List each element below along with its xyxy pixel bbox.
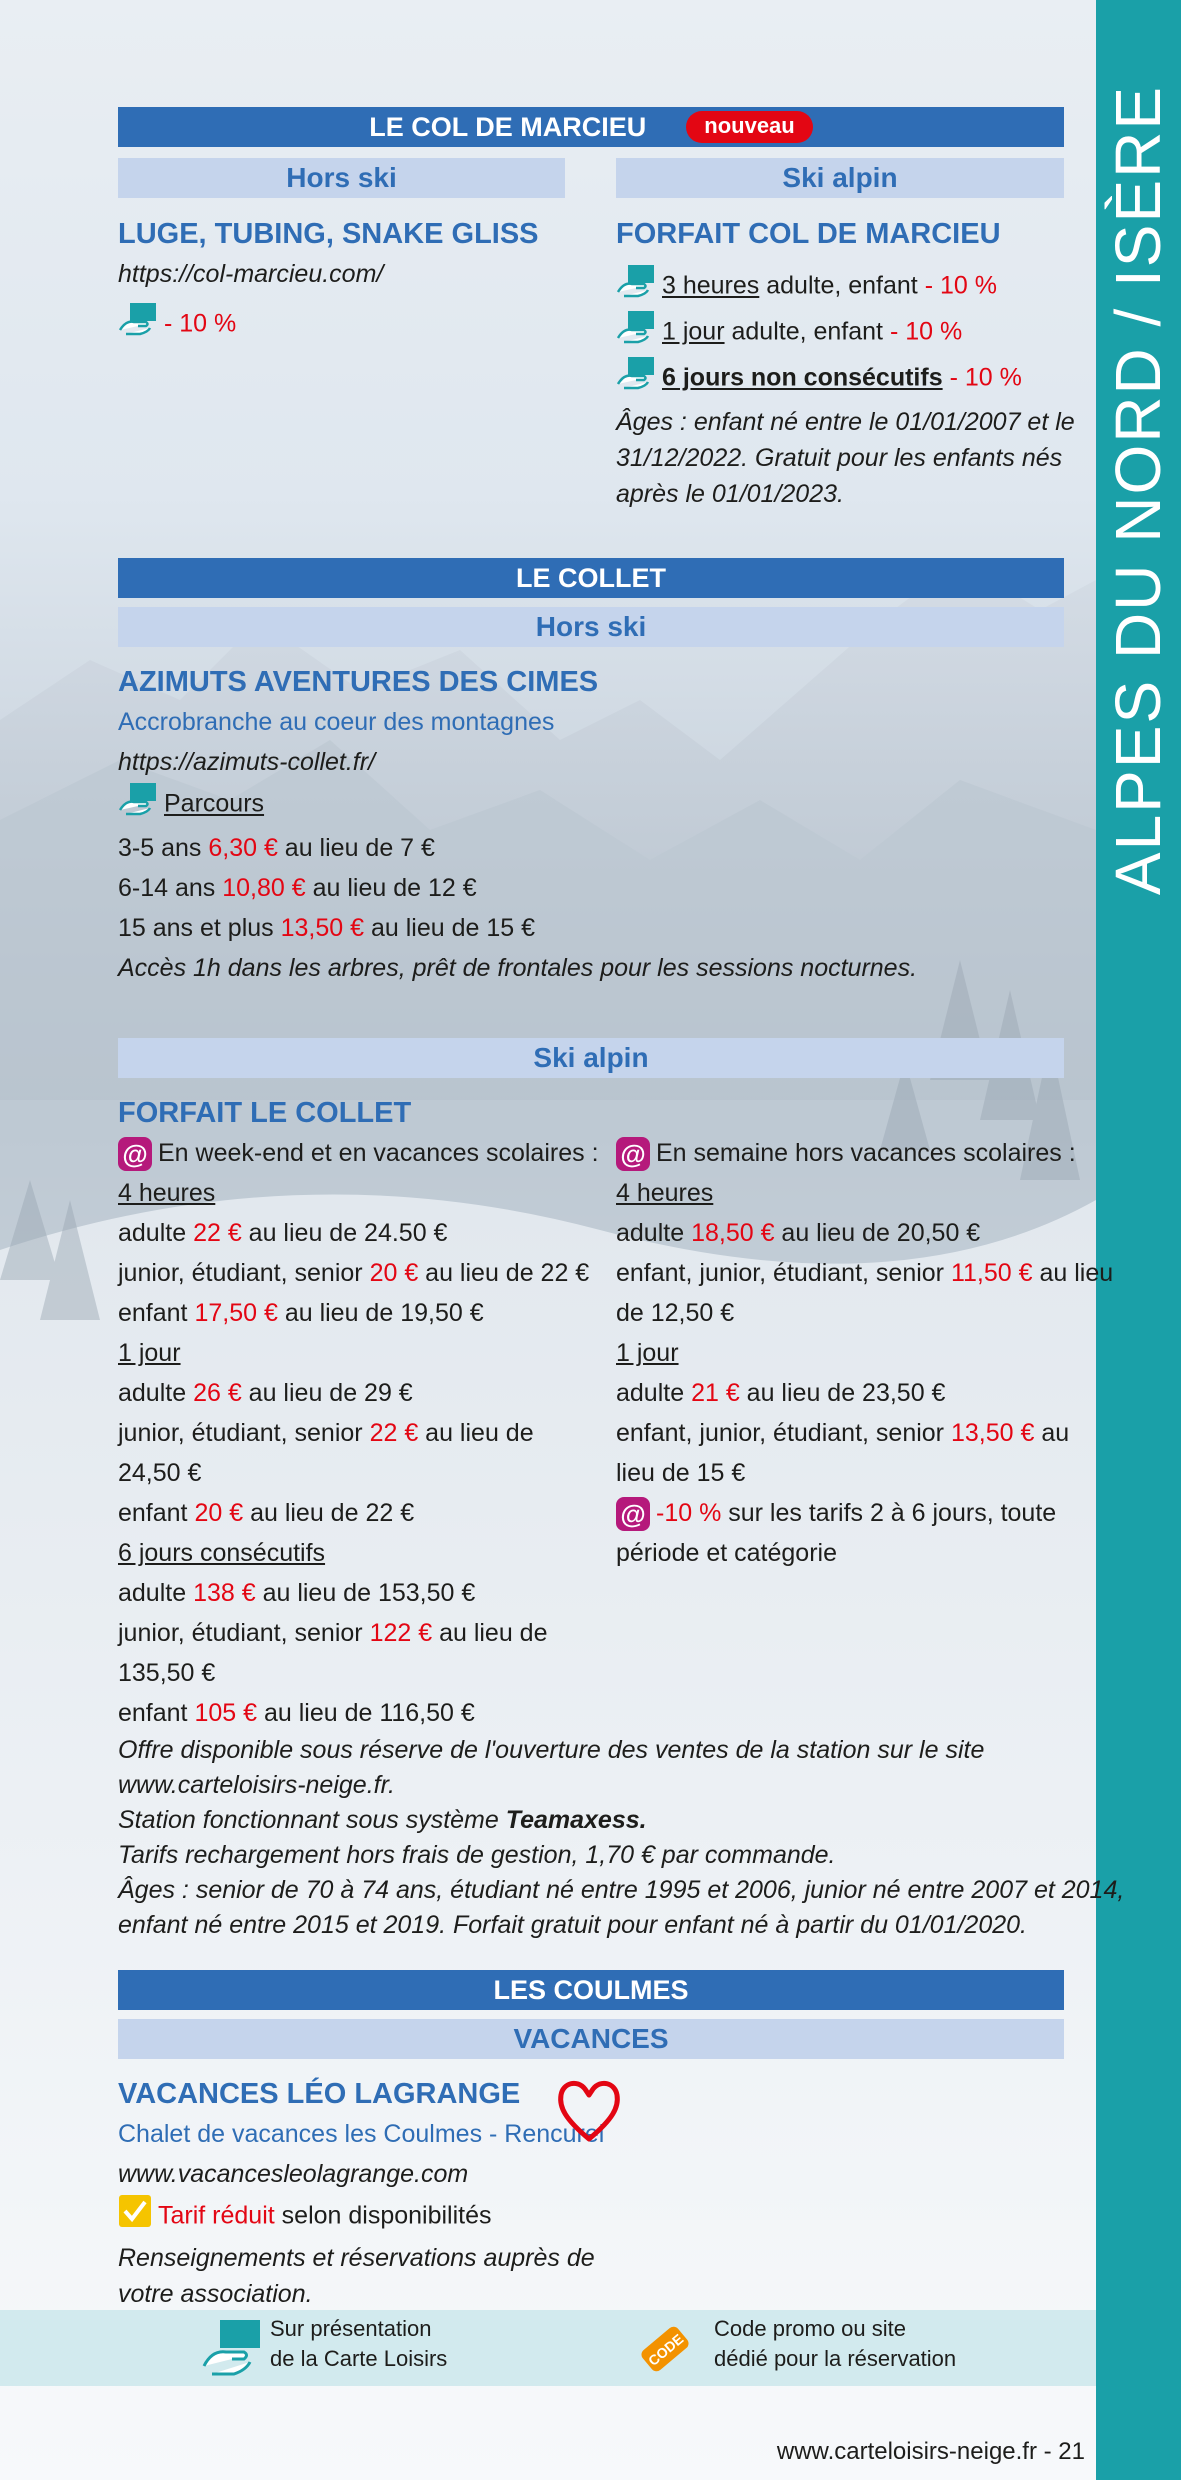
age-range: 3-5 ans — [118, 834, 209, 862]
price-row — [616, 1213, 1086, 1253]
note-emphasis: Teamaxess. — [505, 1806, 647, 1834]
category: adulte — [616, 1379, 692, 1407]
weekday-column — [616, 1133, 1114, 1573]
region-title: ALPES DU NORD / ISÈRE — [1102, 84, 1174, 896]
hand-card-icon — [616, 356, 656, 402]
section-header-col-marcieu — [118, 107, 1064, 147]
legend-line: Code promo ou site — [714, 2316, 906, 2341]
checkmark-icon — [118, 2194, 152, 2240]
ages-line: après le 01/01/2023. — [616, 480, 844, 508]
price-continuation: lieu de 15 € — [616, 1459, 746, 1487]
price-old: au lieu de 24.50 € — [241, 1219, 448, 1247]
price-row — [118, 1373, 608, 1413]
subheader-ski-alpin: Ski alpin — [616, 158, 1064, 198]
legend-line: de la Carte Loisirs — [270, 2346, 448, 2371]
forfait-collet-block — [118, 1093, 1125, 1939]
category: adulte — [616, 1219, 692, 1247]
activity-url[interactable]: https://azimuts-collet.fr/ — [118, 748, 376, 776]
price-row — [118, 1573, 608, 1613]
price-continuation: 24,50 € — [118, 1459, 202, 1487]
note-line: Tarifs rechargement hors frais de gestion, 1,70 € par commande. — [118, 1841, 836, 1869]
intro-row — [616, 1133, 1086, 1173]
price-row — [616, 1253, 1114, 1293]
price-row — [118, 1213, 608, 1253]
category: junior, étudiant, senior — [118, 1259, 370, 1287]
code-tag-icon — [636, 2320, 694, 2390]
footer-site[interactable]: www.carteloisirs-neige.fr — [776, 2438, 1037, 2465]
intro-row — [118, 1133, 608, 1173]
price-old: au lieu de 19,50 € — [277, 1299, 484, 1327]
price: 18,50 € — [691, 1219, 775, 1247]
duration: 1 jour — [662, 317, 725, 346]
price-old: au lieu de — [432, 1619, 548, 1647]
tarif-label: Tarif réduit — [158, 2201, 275, 2230]
category: adulte — [118, 1379, 194, 1407]
price: 17,50 € — [194, 1299, 278, 1327]
age-range: 6-14 ans — [118, 874, 223, 902]
price-old: au lieu de 116,50 € — [257, 1699, 475, 1727]
category: junior, étudiant, senior — [118, 1619, 370, 1647]
at-icon: @ — [616, 1497, 650, 1531]
heart-icon — [555, 2075, 623, 2157]
price-old: au lieu de 22 € — [418, 1259, 590, 1287]
price-row — [118, 828, 1078, 868]
price: 105 € — [194, 1699, 258, 1727]
hand-card-icon — [616, 310, 656, 356]
price: 11,50 € — [950, 1259, 1033, 1287]
price: 13,50 € — [280, 914, 365, 942]
price: 122 € — [369, 1619, 433, 1647]
tarif-row — [118, 2194, 718, 2240]
price-row — [118, 908, 1078, 948]
parcours-label: Parcours — [164, 789, 265, 818]
subheader-vacances: VACANCES — [118, 2019, 1064, 2059]
price-old: au lieu de 20,50 € — [774, 1219, 981, 1247]
hand-card-icon — [616, 264, 656, 310]
price-continuation: 135,50 € — [118, 1659, 216, 1687]
audience: adulte, enfant — [759, 271, 925, 300]
forfait-name: FORFAIT COL DE MARCIEU — [616, 218, 1001, 250]
price: 6,30 € — [208, 834, 278, 862]
price: 20 € — [369, 1259, 419, 1287]
audience: adulte, enfant — [724, 317, 890, 346]
price-old: au — [1034, 1419, 1070, 1447]
at-icon: @ — [118, 1137, 152, 1171]
page-footer — [777, 2432, 1085, 2472]
price: 22 € — [369, 1419, 419, 1447]
legend-code-text — [714, 2314, 956, 2374]
duration: 3 heures — [662, 271, 760, 300]
discount: - 10 % — [889, 317, 963, 346]
price: 138 € — [193, 1579, 256, 1607]
price-old: au lieu de 22 € — [243, 1499, 415, 1527]
category: enfant — [118, 1299, 195, 1327]
price: 21 € — [691, 1379, 740, 1407]
new-badge: nouveau — [686, 111, 812, 143]
note-line: Offre disponible sous réserve de l'ouverture des ventes de la station sur le site — [118, 1736, 985, 1764]
activity-url[interactable]: https://col-marcieu.com/ — [118, 260, 384, 288]
legend-card-text — [270, 2314, 447, 2374]
ages-line: Âges : enfant né entre le 01/01/2007 et le — [616, 408, 1075, 436]
activity-subtitle: Chalet de vacances les Coulmes - Rencurel — [118, 2120, 605, 2148]
discount: - 10 % — [164, 309, 237, 338]
age-range: 15 ans et plus — [118, 914, 281, 942]
category: enfant — [118, 1699, 195, 1727]
note-line: votre association. — [118, 2280, 313, 2308]
hand-card-icon — [118, 782, 158, 828]
category: adulte — [118, 1219, 194, 1247]
forfait-notes — [118, 1733, 1125, 1943]
spacer — [943, 364, 950, 392]
intro-text: En week-end et en vacances scolaires : — [158, 1139, 599, 1167]
discount: - 10 % — [924, 271, 997, 300]
discount-text: sur les tarifs 2 à 6 jours, toute — [721, 1499, 1057, 1527]
leo-lagrange-block — [118, 2074, 718, 2312]
ages-line: 31/12/2022. Gratuit pour les enfants nés — [616, 444, 1063, 472]
price: 20 € — [194, 1499, 244, 1527]
note-line: enfant né entre 2015 et 2019. Forfait gratuit pour enfant né à partir du 01/01/2020. — [118, 1911, 1027, 1939]
price-old: au lieu — [1032, 1259, 1114, 1287]
page-number: 21 — [1058, 2438, 1085, 2465]
luge-block — [118, 214, 588, 348]
duration-label: 4 heures — [616, 1179, 714, 1207]
discount-continuation: période et catégorie — [616, 1539, 837, 1567]
discount-row — [616, 1493, 1086, 1533]
note-line — [118, 1803, 1078, 1838]
footer-separator: - — [1036, 2438, 1059, 2465]
price-old: au lieu de 12 € — [305, 874, 477, 902]
activity-name: VACANCES LÉO LAGRANGE — [118, 2078, 521, 2110]
price-old: au lieu de 153,50 € — [255, 1579, 476, 1607]
code-tag-text: CODE — [645, 2330, 687, 2369]
hand-card-icon — [200, 2318, 262, 2390]
category: enfant, junior, étudiant, senior — [616, 1419, 951, 1447]
note-line: Âges : senior de 70 à 74 ans, étudiant né entre 1995 et 2006, junior né entre 2007 et 2014, — [118, 1876, 1125, 1904]
price-row — [118, 1613, 608, 1653]
activity-name: LUGE, TUBING, SNAKE GLISS — [118, 218, 539, 250]
price-old: au lieu de 23,50 € — [739, 1379, 946, 1407]
price-old: au lieu de 15 € — [364, 914, 536, 942]
intro-text: En semaine hors vacances scolaires : — [656, 1139, 1076, 1167]
section-header-le-collet: LE COLLET — [118, 558, 1064, 598]
subheader-hors-ski: Hors ski — [118, 158, 565, 198]
subheader-ski-alpin: Ski alpin — [118, 1038, 1064, 1078]
duration-label: 6 jours consécutifs — [118, 1539, 326, 1567]
azimuts-block — [118, 662, 1078, 988]
price: 22 € — [193, 1219, 242, 1247]
category: enfant, junior, étudiant, senior — [616, 1259, 951, 1287]
offer-row — [616, 310, 1086, 356]
activity-name: AZIMUTS AVENTURES DES CIMES — [118, 666, 599, 698]
activity-note: Accès 1h dans les arbres, prêt de frontales pour les sessions nocturnes. — [118, 954, 918, 982]
duration-label: 1 jour — [616, 1339, 679, 1367]
note-text: Station fonctionnant sous système — [118, 1806, 506, 1834]
discount: -10 % — [656, 1499, 722, 1527]
price-row — [616, 1373, 1086, 1413]
legend-line: Sur présentation — [270, 2316, 432, 2341]
category: enfant — [118, 1499, 195, 1527]
offer-row — [616, 264, 1086, 310]
price-old: au lieu de — [418, 1419, 534, 1447]
price-row — [118, 1493, 608, 1533]
forfait-marcieu-block — [616, 214, 1086, 512]
category: junior, étudiant, senior — [118, 1419, 370, 1447]
price-row — [118, 868, 1078, 908]
price-row — [118, 1693, 608, 1733]
forfait-name: FORFAIT LE COLLET — [118, 1097, 412, 1129]
note-line: www.carteloisirs-neige.fr. — [118, 1771, 395, 1799]
price-row — [118, 1293, 608, 1333]
at-icon: @ — [616, 1137, 650, 1171]
offer-row — [616, 356, 1086, 402]
hand-card-icon — [118, 302, 158, 348]
activity-url[interactable]: www.vacancesleolagrange.com — [118, 2160, 469, 2188]
duration: 6 jours non consécutifs — [662, 363, 943, 392]
duration-label: 4 heures — [118, 1179, 216, 1207]
discount: - 10 % — [949, 363, 1022, 392]
legend-band — [0, 2310, 1096, 2386]
section-header-les-coulmes: LES COULMES — [118, 1970, 1064, 2010]
price: 13,50 € — [950, 1419, 1035, 1447]
section-title: LE COL DE MARCIEU — [369, 112, 647, 142]
legend-line: dédié pour la réservation — [714, 2346, 957, 2371]
duration-label: 1 jour — [118, 1339, 181, 1367]
activity-subtitle: Accrobranche au coeur des montagnes — [118, 708, 555, 736]
price-row — [118, 1253, 608, 1293]
price-row — [616, 1413, 1086, 1453]
note-line: Renseignements et réservations auprès de — [118, 2244, 595, 2272]
price-old: au lieu de 29 € — [241, 1379, 413, 1407]
parcours-row — [118, 782, 1078, 828]
price: 26 € — [193, 1379, 242, 1407]
price: 10,80 € — [222, 874, 306, 902]
price-continuation: de 12,50 € — [616, 1299, 735, 1327]
weekend-column — [118, 1133, 608, 1733]
price-old: au lieu de 7 € — [277, 834, 435, 862]
subheader-hors-ski: Hors ski — [118, 607, 1064, 647]
price-row — [118, 1413, 608, 1453]
category: adulte — [118, 1579, 194, 1607]
tarif-text: selon disponibilités — [274, 2201, 492, 2230]
